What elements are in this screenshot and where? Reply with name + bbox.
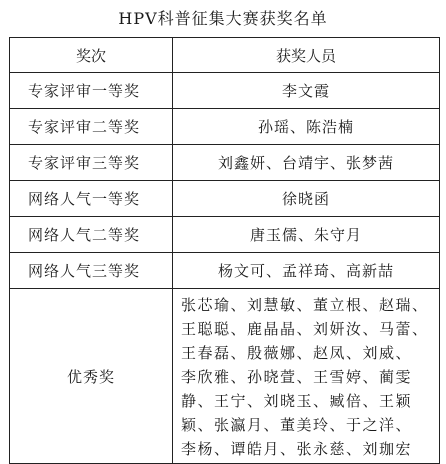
table-header-row [10,38,440,73]
award-winners: 唐玉儒、朱守月 [173,217,440,253]
award-winners: 孙瑶、陈浩楠 [173,109,440,145]
table-row [10,253,440,289]
header-winners: 获奖人员 [173,38,440,73]
winners-line: 李杨、谭皓月、张永慈、刘珈宏 [181,440,413,458]
award-winners: 徐晓函 [173,181,440,217]
winners-line: 李欣雅、孙晓萱、王雪婷、蔺雯 [181,368,413,386]
award-category: 专家评审三等奖 [10,145,173,181]
winners-line: 静、王宁、刘晓玉、臧倍、王颖 [181,392,413,410]
award-category: 网络人气三等奖 [10,253,173,289]
table-row [10,181,440,217]
award-winners: 李文霞 [173,73,440,109]
table-row [10,73,440,109]
table-row [10,109,440,145]
table-row-excellent [10,289,440,464]
award-category: 优秀奖 [10,289,173,464]
award-category: 网络人气一等奖 [10,181,173,217]
awards-table [9,37,440,464]
award-category: 网络人气二等奖 [10,217,173,253]
award-category: 专家评审二等奖 [10,109,173,145]
winners-line: 颖、张瀛月、董美玲、于之洋、 [181,416,413,434]
table-row [10,145,440,181]
excellent-winners [173,289,440,464]
award-winners: 杨文可、孟祥琦、高新喆 [173,253,440,289]
award-winners: 刘鑫妍、台靖宇、张梦茜 [173,145,440,181]
table-row [10,217,440,253]
winners-line: 王春磊、殷薇娜、赵凤、刘威、 [181,344,413,362]
header-category: 奖次 [10,38,173,73]
winners-line: 张芯瑜、刘慧敏、董立根、赵瑞、 [181,296,429,314]
award-category: 专家评审一等奖 [10,73,173,109]
winners-line: 王聪聪、鹿晶晶、刘妍汝、马蕾、 [181,320,429,338]
document-title: HPV科普征集大赛获奖名单 [118,9,328,28]
